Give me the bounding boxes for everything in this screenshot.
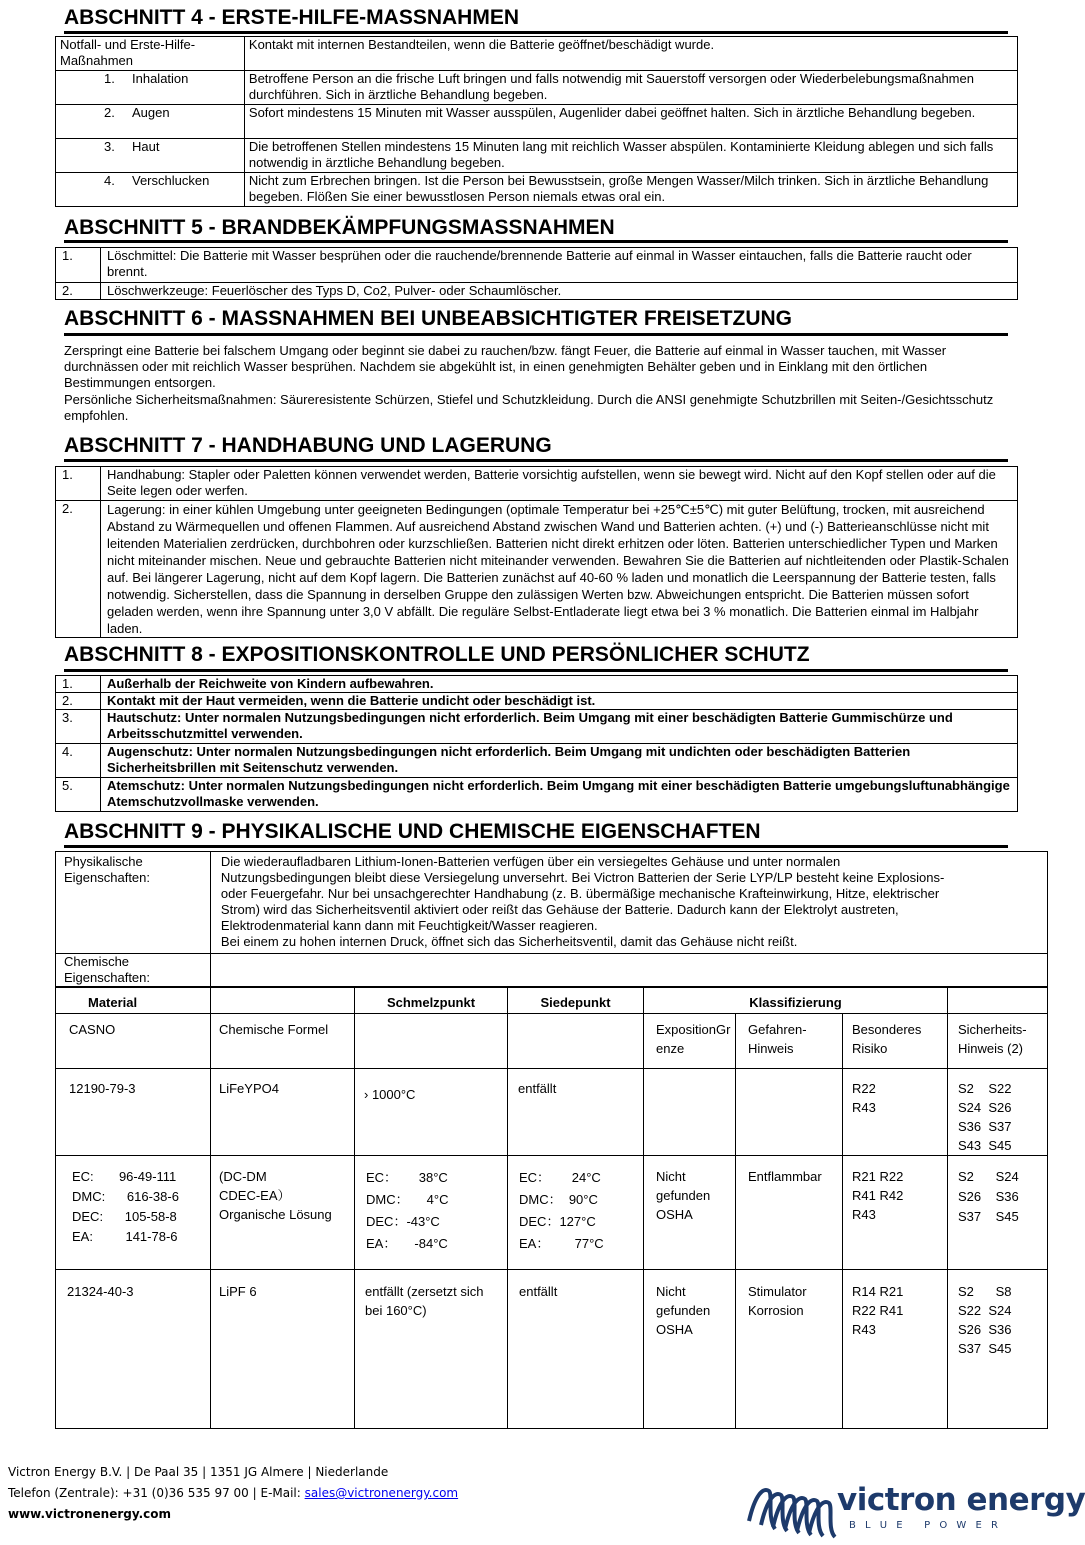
emergency-label: Notfall- und Erste-Hilfe-Maßnahmen: [56, 37, 245, 71]
physical-line: Strom) wird das Sicherheitsventil aktiviert oder reißt das Gehäuse der Batterie. Dadurch kann der Elektrolyt austreten,: [220, 902, 899, 917]
section-8-rule: [64, 669, 1008, 672]
table-row: [56, 283, 1018, 300]
row3-melting: [365, 1282, 505, 1320]
cell-line: EA: 141-78-6: [72, 1229, 178, 1244]
subheader-risk: Besonderes Risiko: [852, 1022, 922, 1056]
cell-line: DMC： 4°C: [366, 1192, 449, 1207]
row-text: Lagerung: in einer kühlen Umgebung unter geeigneten Bedingungen (optimale Temperatur bei +25℃±5℃) mit guter Belüftung, trocken, mit ausreichend Abstand zu Wärmequellen und offenen Flammen. Auf ausreichend Abstand zwischen Wand und Batterien achten. (+) und (-) Batterieanschlüsse nicht mit leitenden Materialien zerdrücken, durchbohren oder kurzschließen. Batterien nicht direkt erhitzen oder löten. Batterien unterschiedlicher Typen und Marken nicht miteinander mischen. Neue und gebrauchte Batterien nicht miteinander verwenden. Bewahren Sie die Batterien auf nichtleitenden oder Plastik-Schalen auf. Bei längerer Lagerung, nicht auf dem Kopf lagern. Die Batterien zunächst auf 40-60 % laden und monatlich die Leerspannung der Batterie testen, falls notwendig. Sicherstellen, dass die Spannung in derselben Gruppe den zulässigen Werten bzw. Abweichungen entspricht. Die Batterien müssen sofort geladen werden, wenn ihre Spannung unter 3,0 V abfällt. Die reguläre Selbst-Entladerate liegt etwa bei 3 % monatlich. Die Batterien einmal im Halbjahr laden.: [100, 501, 1017, 638]
physical-line: Die wiederaufladbaren Lithium-Ionen-Batterien verfügen über ein versiegeltes Gehäuse und unter normalen: [220, 854, 841, 869]
row-number: 2.: [56, 501, 101, 638]
header-material: Material: [88, 995, 138, 1010]
row-number: 4.: [104, 173, 115, 188]
row3-safety: [958, 1282, 1046, 1358]
row2-exposure: [656, 1167, 734, 1224]
row3-formula: [219, 1282, 351, 1301]
row-number: 2.: [56, 283, 101, 300]
row2-casno: [72, 1167, 208, 1247]
cell-line: S43 S45: [958, 1138, 1012, 1153]
cell-line: Entflammbar: [748, 1169, 822, 1184]
section-9-rule: [64, 845, 1008, 848]
logo-waves-icon: [745, 1481, 841, 1539]
cell-line: EA： 77°C: [519, 1236, 604, 1251]
cell-line: DMC: 616-38-6: [72, 1189, 179, 1204]
website-link[interactable]: www.victronenergy.com: [8, 1507, 172, 1521]
properties-table: [55, 851, 1048, 987]
table-row: [56, 778, 1018, 812]
section-4-title: ABSCHNITT 4 - ERSTE-HILFE-MASSNAHMEN: [64, 6, 519, 29]
cell-line: DEC：-43°C: [366, 1214, 440, 1229]
row-text: Betroffene Person an die frische Luft bringen und falls notwendig mit Sauerstoff versorgen oder Wiederbelebungsmaßnahmen durchführen. Sich in ärztliche Behandlung begeben.: [244, 71, 1017, 105]
row2-hazard: [748, 1167, 840, 1186]
chemical-text: [210, 954, 1047, 987]
cell-line: S22 S24: [958, 1303, 1012, 1318]
subheader-exposure: ExpositionGrenze: [656, 1022, 731, 1056]
cell-line: R43: [852, 1100, 876, 1115]
first-aid-table: [55, 36, 1018, 207]
cell-line: OSHA: [656, 1322, 693, 1337]
section-5-rule: [64, 240, 1008, 243]
chemical-label: Chemische Eigenschaften:: [56, 954, 211, 987]
cell-line: entfällt: [518, 1081, 557, 1096]
physical-line: Elektrodenmaterial kann dann mit Feuchtigkeit/Wasser reagieren.: [220, 918, 598, 933]
row-number: 5.: [56, 778, 101, 812]
row-text: Löschmittel: Die Batterie mit Wasser besprühen oder die rauchende/brennende Batterie auf einmal in Wasser eintauchen, falls die Batterie raucht oder brennt.: [100, 248, 1017, 283]
row-text: Hautschutz: Unter normalen Nutzungsbedingungen nicht erforderlich. Beim Umgang mit einer beschädigten Batterie Gummischürze und Arbeitsschutzmittel verwenden.: [100, 710, 1017, 744]
cell-line: Organische Lösung: [219, 1207, 332, 1222]
cell-line: › 1000°C: [364, 1087, 416, 1102]
cell-line: Stimulator: [748, 1284, 807, 1299]
cell-line: gefunden: [656, 1303, 711, 1318]
contact-line: [8, 1483, 458, 1503]
row-text: Augenschutz: Unter normalen Nutzungsbedingungen nicht erforderlich. Beim Umgang mit undichten oder beschädigten Batterien Sicherheitsbrillen mit Seitenschutz verwenden.: [100, 744, 1017, 778]
cell-line: R41 R42: [852, 1188, 904, 1203]
subheader-formula: Chemische Formel: [219, 1022, 329, 1037]
cell-line: Nicht: [656, 1169, 686, 1184]
row2-melting: [366, 1167, 504, 1255]
cell-line: S2 S8: [958, 1284, 1012, 1299]
table-row: [56, 676, 1018, 693]
table-row: [56, 248, 1018, 283]
cell-line: S26 S36: [958, 1189, 1019, 1204]
cell-line: Nicht: [656, 1284, 686, 1299]
row-text: Die betroffenen Stellen mindestens 15 Minuten lang mit reichlich Wasser abspülen. Kontaminierte Kleidung ablegen und sich falls notwendig in ärztliche Behandlung begeben.: [244, 139, 1017, 173]
row1-safety: [958, 1079, 1046, 1155]
row-label: Inhalation: [132, 71, 189, 86]
row1-casno: [69, 1079, 207, 1098]
section-7-rule: [64, 459, 1008, 462]
victron-logo: [745, 1481, 1085, 1541]
section-4-rule: [64, 31, 1008, 34]
section-9-title: ABSCHNITT 9 - PHYSIKALISCHE UND CHEMISCHE EIGENSCHAFTEN: [64, 820, 761, 843]
cell-line: S37 S45: [958, 1209, 1019, 1224]
table-row: [56, 71, 1018, 105]
cell-line: 21324-40-3: [67, 1284, 134, 1299]
row-label: Haut: [132, 139, 160, 154]
cell-line: entfällt (zersetzt sich: [365, 1284, 484, 1299]
cell-line: CDEC-EA）: [219, 1188, 291, 1203]
row3-risk: [852, 1282, 944, 1339]
cell-line: R21 R22: [852, 1169, 904, 1184]
row-number: 3.: [56, 710, 101, 744]
section-7-title: ABSCHNITT 7 - HANDHABUNG UND LAGERUNG: [64, 434, 552, 457]
section-8-title: ABSCHNITT 8 - EXPOSITIONSKONTROLLE UND PERSÖNLICHER SCHUTZ: [64, 643, 810, 666]
row-number: 1.: [56, 467, 101, 501]
header-classification: Klassifizierung: [749, 995, 842, 1010]
section-6-rule: [64, 333, 1008, 336]
row-number: 4.: [56, 744, 101, 778]
physical-text: [210, 852, 1047, 954]
table-row: [56, 501, 1018, 638]
row-number: 1.: [56, 676, 101, 693]
row-text: Sofort mindestens 15 Minuten mit Wasser ausspülen, Augenlider dabei geöffnet halten. Sich in ärztliche Behandlung begeben.: [244, 105, 1017, 139]
logo-tagline: B L U E P O W E R: [849, 1520, 1001, 1531]
section-6-title: ABSCHNITT 6 - MASSNAHMEN BEI UNBEABSICHTIGTER FREISETZUNG: [64, 307, 793, 330]
cell-line: R22 R41: [852, 1303, 904, 1318]
cell-line: R43: [852, 1207, 876, 1222]
cell-line: EC： 38°C: [366, 1170, 448, 1185]
cell-line: R14 R21: [852, 1284, 904, 1299]
row2-boiling: [519, 1167, 641, 1255]
cell-line: OSHA: [656, 1207, 693, 1222]
row-text: Kontakt mit der Haut vermeiden, wenn die Batterie undicht oder beschädigt ist.: [100, 693, 1017, 710]
personal-safety-paragraph: Persönliche Sicherheitsmaßnahmen: Säureresistente Schürzen, Stiefel und Schutzkleidung. Durch die ANSI genehmigte Schutzbrillen mit Seiten-/Gesichtsschutz empfohlen.: [64, 392, 994, 423]
row2-safety: [958, 1167, 1046, 1227]
cell-line: S2 S24: [958, 1169, 1019, 1184]
cell-line: S36 S37: [958, 1119, 1012, 1134]
physical-line: Nutzungsbedingungen bleibt diese Versiegelung unversehrt. Bei Victron Batterien der Serie LYP/LP besteht keine Explosions-: [220, 870, 945, 885]
emergency-text: Kontakt mit internen Bestandteilen, wenn die Batterie geöffnet/beschädigt wurde.: [244, 37, 1017, 71]
cell-line: S37 S45: [958, 1341, 1012, 1356]
cell-line: gefunden: [656, 1188, 711, 1203]
firefighting-table: [55, 247, 1018, 300]
cell-line: LiPF 6: [219, 1284, 257, 1299]
row-text: Handhabung: Stapler oder Paletten können verwendet werden, Batterie vorsichtig aufstellen, wenn sie bewegt wird. Nicht auf den Kopf stellen oder auf die Seite legen oder werfen.: [100, 467, 1017, 501]
cell-line: DMC： 90°C: [519, 1192, 598, 1207]
cell-line: S2 S22: [958, 1081, 1012, 1096]
cell-line: Korrosion: [748, 1303, 804, 1318]
row2-formula: [219, 1167, 353, 1224]
row-label: Verschlucken: [132, 173, 210, 188]
section-5-title: ABSCHNITT 5 - BRANDBEKÄMPFUNGSMASSNAHMEN: [64, 216, 615, 239]
cell-line: (DC-DM: [219, 1169, 267, 1184]
table-row: [56, 693, 1018, 710]
table-row: [56, 173, 1018, 207]
row3-casno: [67, 1282, 207, 1301]
subheader-casno: CASNO: [69, 1022, 116, 1037]
cell-line: DEC: 105-58-8: [72, 1209, 177, 1224]
row-number: 1.: [104, 71, 115, 86]
row3-hazard: [748, 1282, 840, 1320]
table-row: [56, 467, 1018, 501]
row2-risk: [852, 1167, 944, 1224]
physical-label: Physikalische Eigenschaften:: [56, 852, 211, 954]
cell-line: DEC：127°C: [519, 1214, 596, 1229]
table-row: [56, 105, 1018, 139]
row1-formula: [219, 1079, 351, 1098]
row-text: Nicht zum Erbrechen bringen. Ist die Person bei Bewusstsein, große Mengen Wasser/Milch trinken. Sich in ärztliche Behandlung begeben. Flößen Sie einer bewusstlosen Person niemals etwas oral ein.: [244, 173, 1017, 207]
row1-risk: [852, 1079, 944, 1117]
cell-line: R43: [852, 1322, 876, 1337]
table-row: [56, 744, 1018, 778]
email-link[interactable]: sales@victronenergy.com: [304, 1486, 459, 1500]
release-paragraph: Zerspringt eine Batterie bei falschem Umgang oder beginnt sie dabei zu rauchen/bzw. fängt Feuer, die Batterie auf einmal in Wasser tauchen, mit Wasser durchnässen oder mit reichlich Wasser besprühen. Nachdem sie abgekühlt ist, in einen genehmigten Behälter geben und in Einklang mit den örtlichen Bestimmungen entsorgen.: [64, 343, 947, 390]
header-melting-point: Schmelzpunkt: [386, 995, 476, 1010]
row1-melting: [364, 1085, 504, 1104]
row-text: Außerhalb der Reichweite von Kindern aufbewahren.: [100, 676, 1017, 693]
logo-wordmark: victron energy: [837, 1482, 1085, 1518]
cell-line: R22: [852, 1081, 876, 1096]
row3-exposure: [656, 1282, 734, 1339]
row1-boiling: [518, 1079, 640, 1098]
phone-text: Telefon (Zentrale): +31 (0)36 535 97 00 | E-Mail:: [8, 1486, 305, 1500]
cell-line: entfällt: [519, 1284, 558, 1299]
row-text: Atemschutz: Unter normalen Nutzungsbedingungen nicht erforderlich. Beim Umgang mit einer beschädigten Batterie umgebungsluftunabhängige Atemschutzvollmaske verwenden.: [100, 778, 1017, 812]
cell-line: S24 S26: [958, 1100, 1012, 1115]
row3-boiling: [519, 1282, 641, 1301]
physical-line: Bei einem zu hohen internen Druck, öffnet sich das Sicherheitsventil, damit das Gehäuse nicht reißt.: [220, 934, 798, 949]
company-address: Victron Energy B.V. | De Paal 35 | 1351 JG Almere | Niederlande: [8, 1465, 389, 1479]
physical-line: oder Feuergefahr. Nur bei unsachgerechter Handhabung (z. B. übermäßige mechanische Krafteinwirkung, Hitze, elektrischer: [220, 886, 940, 901]
table-row: [56, 710, 1018, 744]
cell-line: EA： -84°C: [366, 1236, 448, 1251]
subheader-hazard: Gefahren-Hinweis: [748, 1022, 807, 1056]
row-number: 2.: [104, 105, 115, 120]
cell-line: S26 S36: [958, 1322, 1012, 1337]
table-row: [56, 139, 1018, 173]
subheader-safety: Sicherheits-Hinweis (2): [958, 1022, 1027, 1056]
row-number: 1.: [56, 248, 101, 283]
row-number: 3.: [104, 139, 115, 154]
row-number: 2.: [56, 693, 101, 710]
row-label: Augen: [132, 105, 170, 120]
cell-line: LiFeYPO4: [219, 1081, 279, 1096]
cell-line: EC： 24°C: [519, 1170, 601, 1185]
cell-line: EC: 96-49-111: [72, 1169, 177, 1184]
protection-table: [55, 675, 1018, 812]
cell-line: 12190-79-3: [69, 1081, 136, 1096]
handling-table: [55, 466, 1018, 638]
cell-line: bei 160°C): [365, 1303, 427, 1318]
row-text: Löschwerkzeuge: Feuerlöscher des Typs D, Co2, Pulver- oder Schaumlöscher.: [100, 283, 1017, 300]
header-boiling-point: Siedepunkt: [540, 995, 611, 1010]
